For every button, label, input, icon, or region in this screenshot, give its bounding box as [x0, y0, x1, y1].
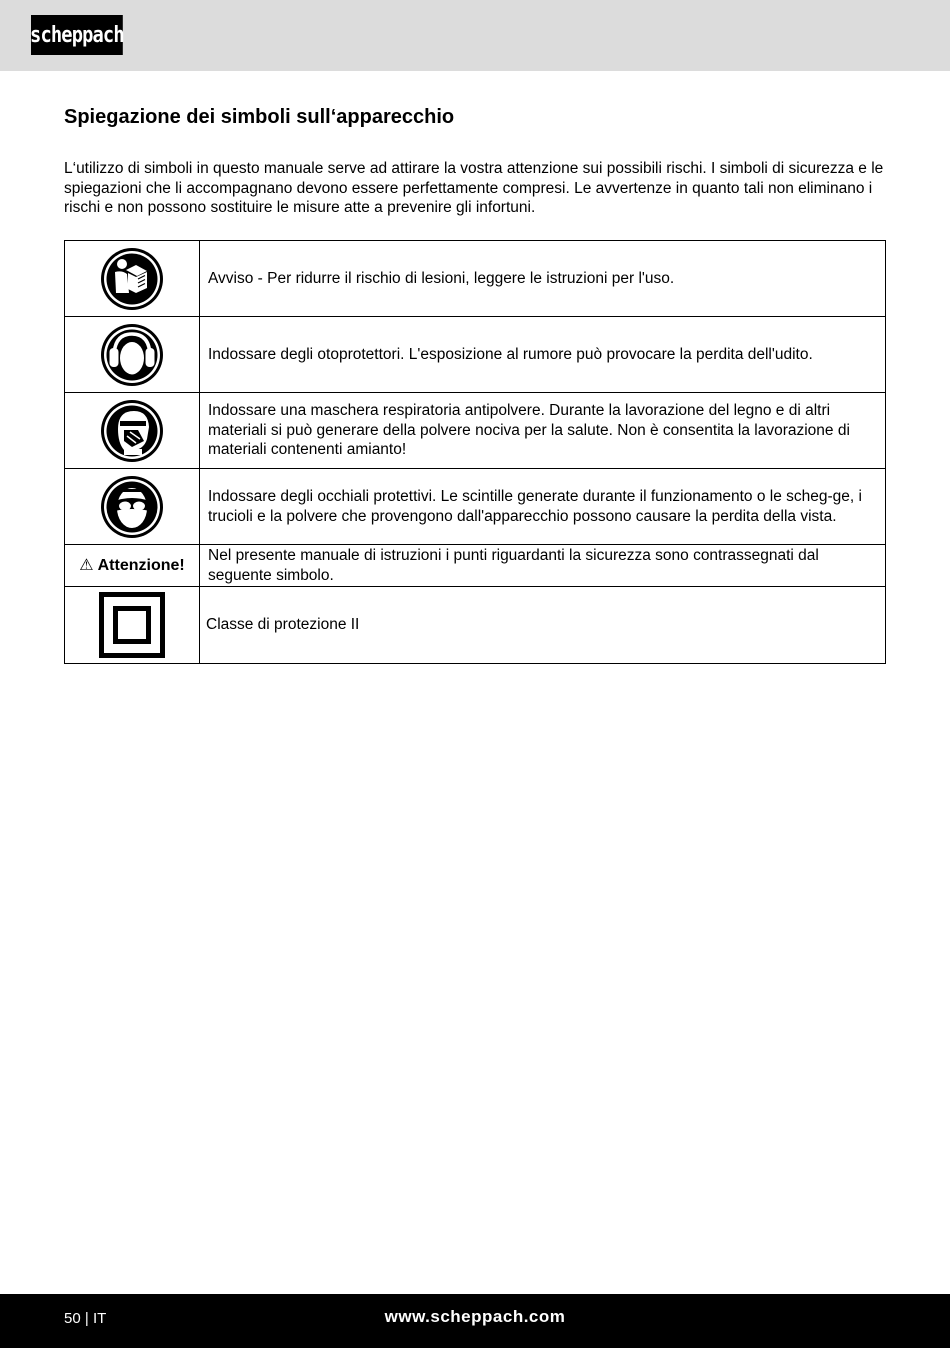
- symbol-icon-cell: [65, 469, 200, 545]
- footer-separator: |: [84, 1310, 89, 1327]
- scheppach-logo: scheppach: [31, 15, 123, 55]
- website-link[interactable]: www.scheppach.com: [384, 1307, 566, 1326]
- dust-mask-icon: [100, 399, 164, 463]
- symbol-row: [65, 469, 886, 545]
- ear-protection-icon: [100, 323, 164, 387]
- symbol-row: [65, 241, 886, 317]
- page-header: [0, 0, 950, 71]
- read-manual-icon: [100, 247, 164, 311]
- page-number-value: 50: [64, 1310, 81, 1327]
- symbol-icon-cell: [65, 241, 200, 317]
- symbol-row: [65, 393, 886, 469]
- symbol-description: Indossare degli occhiali protettivi. Le scintille generate durante il funzionamento o le scheg-ge, i trucioli e la polvere che provengono dall'apparecchio possono causare la perdita della vista.: [200, 469, 886, 545]
- symbols-table: [64, 240, 886, 664]
- language-code: IT: [92, 1310, 107, 1327]
- intro-paragraph: L‘utilizzo di simboli in questo manuale serve ad attirare la vostra attenzione sui possibili rischi. I simboli di sicurezza e le spiegazioni che li accompagnano devono essere perfettamente compresi. Le avvertenze in quanto tali non eliminano i rischi e non possono sostituire le misure atte a prevenire gli infortuni.: [64, 160, 884, 216]
- symbol-icon-cell: [65, 587, 200, 664]
- attention-label: [79, 557, 184, 574]
- symbol-icon-cell: [65, 545, 200, 587]
- page-title: Spiegazione dei simboli sull‘apparecchio: [64, 106, 455, 128]
- symbol-icon-cell: [65, 317, 200, 393]
- symbol-description: Indossare una maschera respiratoria antipolvere. Durante la lavorazione del legno e di altri materiali si può generare della polvere nociva per la salute. Non è consentita la lavorazione di materiali contenenti amianto!: [200, 393, 886, 469]
- attention-text: Attenzione!: [97, 556, 185, 574]
- protection-class-ii-icon: [99, 592, 165, 658]
- symbol-description: Indossare degli otoprotettori. L'esposizione al rumore può provocare la perdita dell'udito.: [200, 317, 886, 393]
- warning-triangle-icon: ⚠: [79, 556, 94, 574]
- symbol-description: Avviso - Per ridurre il rischio di lesioni, leggere le istruzioni per l'uso.: [200, 241, 886, 317]
- symbol-row: [65, 545, 886, 587]
- safety-goggles-icon: [100, 475, 164, 539]
- symbol-row: [65, 317, 886, 393]
- symbol-description: Nel presente manuale di istruzioni i punti riguardanti la sicurezza sono contrassegnati dal seguente simbolo.: [200, 545, 886, 587]
- symbol-description: Classe di protezione II: [200, 587, 886, 664]
- symbol-icon-cell: [65, 393, 200, 469]
- page-footer: [0, 1294, 950, 1348]
- symbol-row: [65, 587, 886, 664]
